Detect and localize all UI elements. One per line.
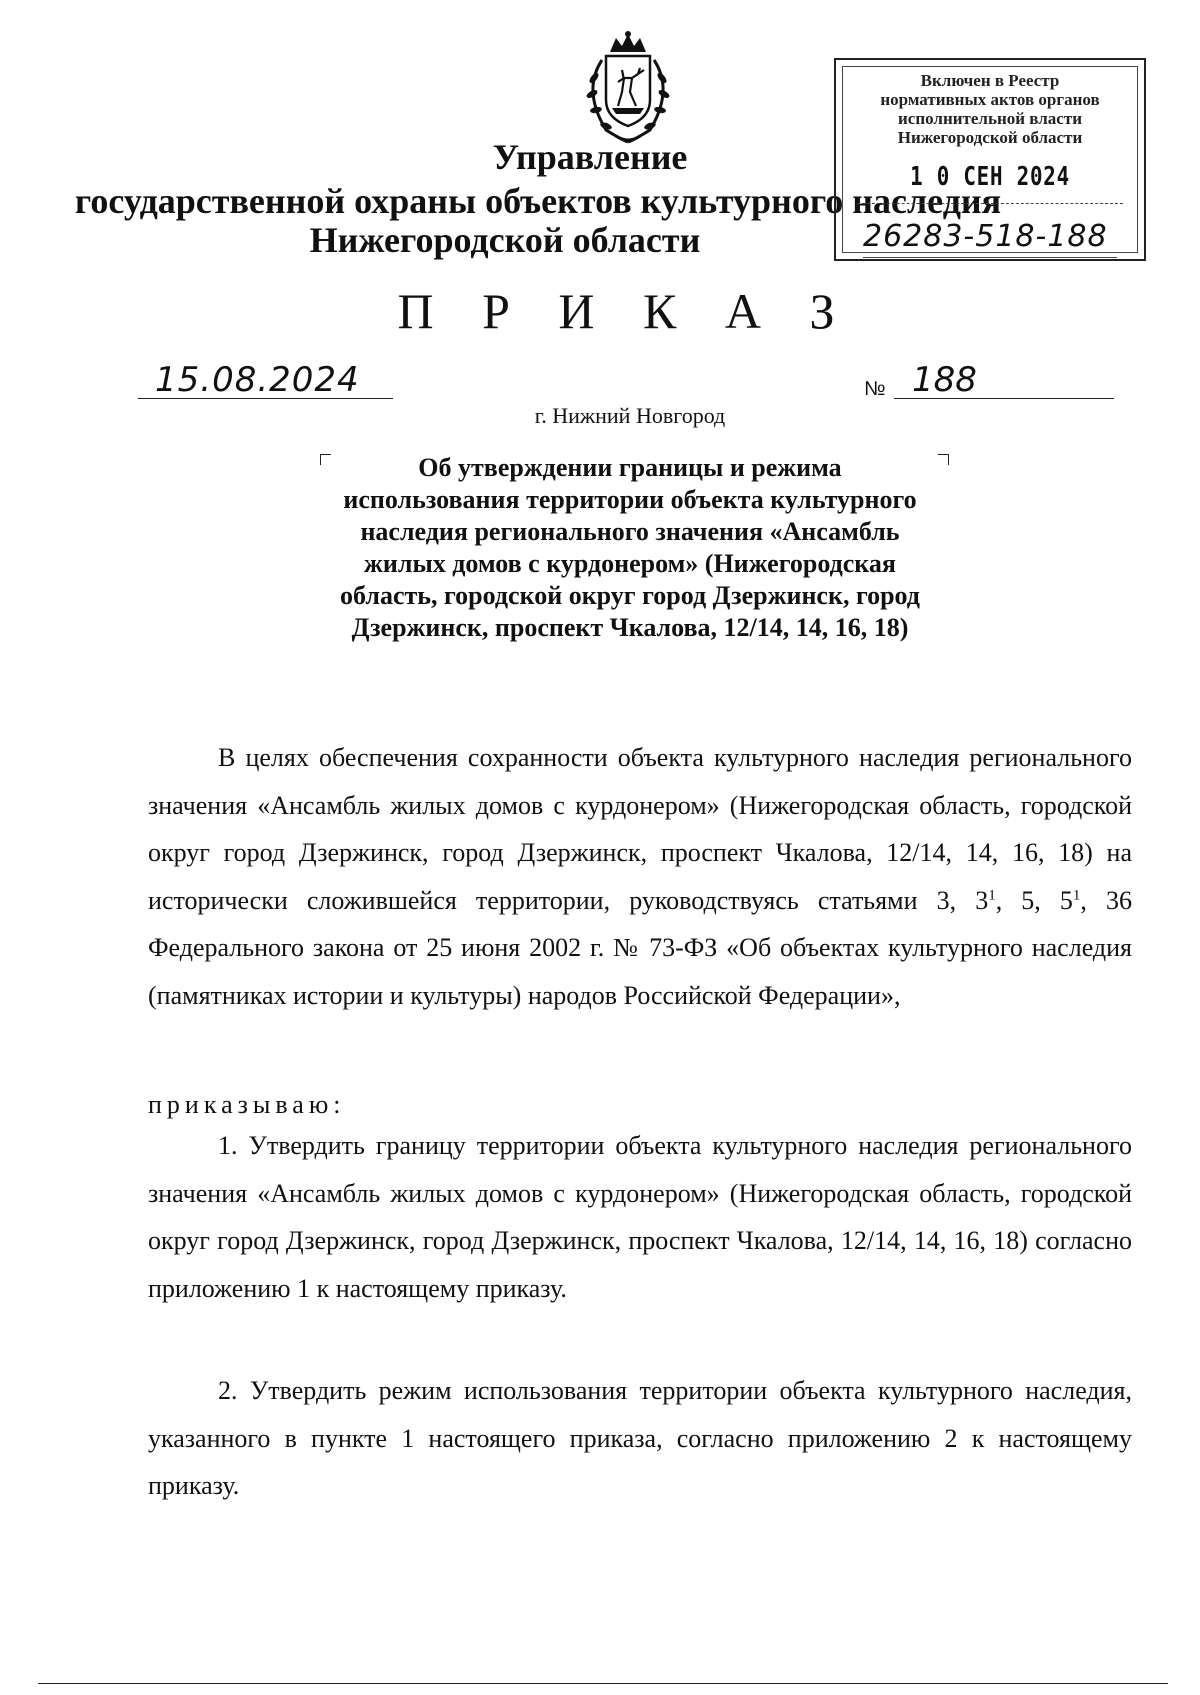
stamp-separator: [857, 203, 1123, 204]
order-item-1: 1. Утвердить границу территории объекта культурного наследия регионального значения «Ансамбль жилых домов с курдонером» (Нижегородская область, городской округ город Дзержинск, город Дзержинск, проспект Чкалова, 12/14, 14, 16, 18) согласно приложению 1 к настоящему приказу.: [148, 1131, 1132, 1303]
superscript-1: 1: [988, 886, 996, 903]
stamp-date: 1 0 СЕН 2024: [910, 162, 1070, 192]
document-subject: Об утверждении границы и режима использования территории объекта культурного наследия регионального значения «Ансамбль жилых домов с курдонером» (Нижегородская область, городской округ город Дзержинск, город Дзержинск, проспект Чкалова, 12/14, 14, 16, 18): [340, 453, 920, 642]
document-type-title: П Р И К А З: [397, 283, 853, 339]
stamp-line-4: Нижегородской области: [897, 128, 1083, 147]
stamp-line-3: исполнительной власти: [898, 109, 1082, 128]
org-name-line-2: государственной охраны объектов культурного наследия: [74, 181, 1002, 221]
city: г. Нижний Новгород: [534, 403, 726, 428]
document-number: 188: [912, 360, 977, 400]
org-name-line-3: Нижегородской области: [309, 220, 701, 260]
order-item-2: 2. Утвердить режим использования территории объекта культурного наследия, указанного в пункте 1 настоящего приказа, согласно приложению 2 к настоящему приказу.: [148, 1376, 1132, 1500]
stamp-registration-underline: [863, 257, 1117, 258]
subject-corner-right: [938, 454, 949, 465]
number-label: №: [864, 378, 886, 400]
date-underline: [138, 398, 393, 399]
registry-stamp: [834, 58, 1146, 261]
number-underline: [894, 398, 1114, 399]
stamp-line-1: Включен в Реестр: [920, 71, 1060, 90]
intro-text-b: , 5, 5: [995, 885, 1073, 915]
intro-paragraph: [148, 734, 1132, 1019]
stamp-inner-frame: [842, 66, 1138, 253]
stamp-line-2: нормативных актов органов: [880, 90, 1100, 109]
org-name-line-1: Управление: [492, 137, 688, 177]
coat-of-arms-emblem: [572, 30, 684, 152]
bottom-rule: [38, 1683, 1168, 1684]
superscript-2: 1: [1072, 886, 1081, 903]
intro-text-c: , 36 Федерального закона от 25 июня 2002 г. № 73-ФЗ «Об объектах культурного наследия (памятниках истории и культуры) народов Российской Федерации»,: [148, 885, 1133, 1010]
stamp-registration-number: 26283-518-188: [863, 219, 1108, 254]
order-word: приказываю:: [148, 1090, 346, 1119]
intro-text-a: В целях обеспечения сохранности объекта культурного наследия регионального значения «Ансамбль жилых домов с курдонером» (Нижегородская область, городской округ город Дзержинск, город Дзержинск, проспект Чкалова, 12/14, 14, 16, 18) на исторически сложившейся территории, руководствуясь статьями 3, 3: [148, 743, 1132, 915]
document-date: 15.08.2024: [155, 360, 360, 400]
